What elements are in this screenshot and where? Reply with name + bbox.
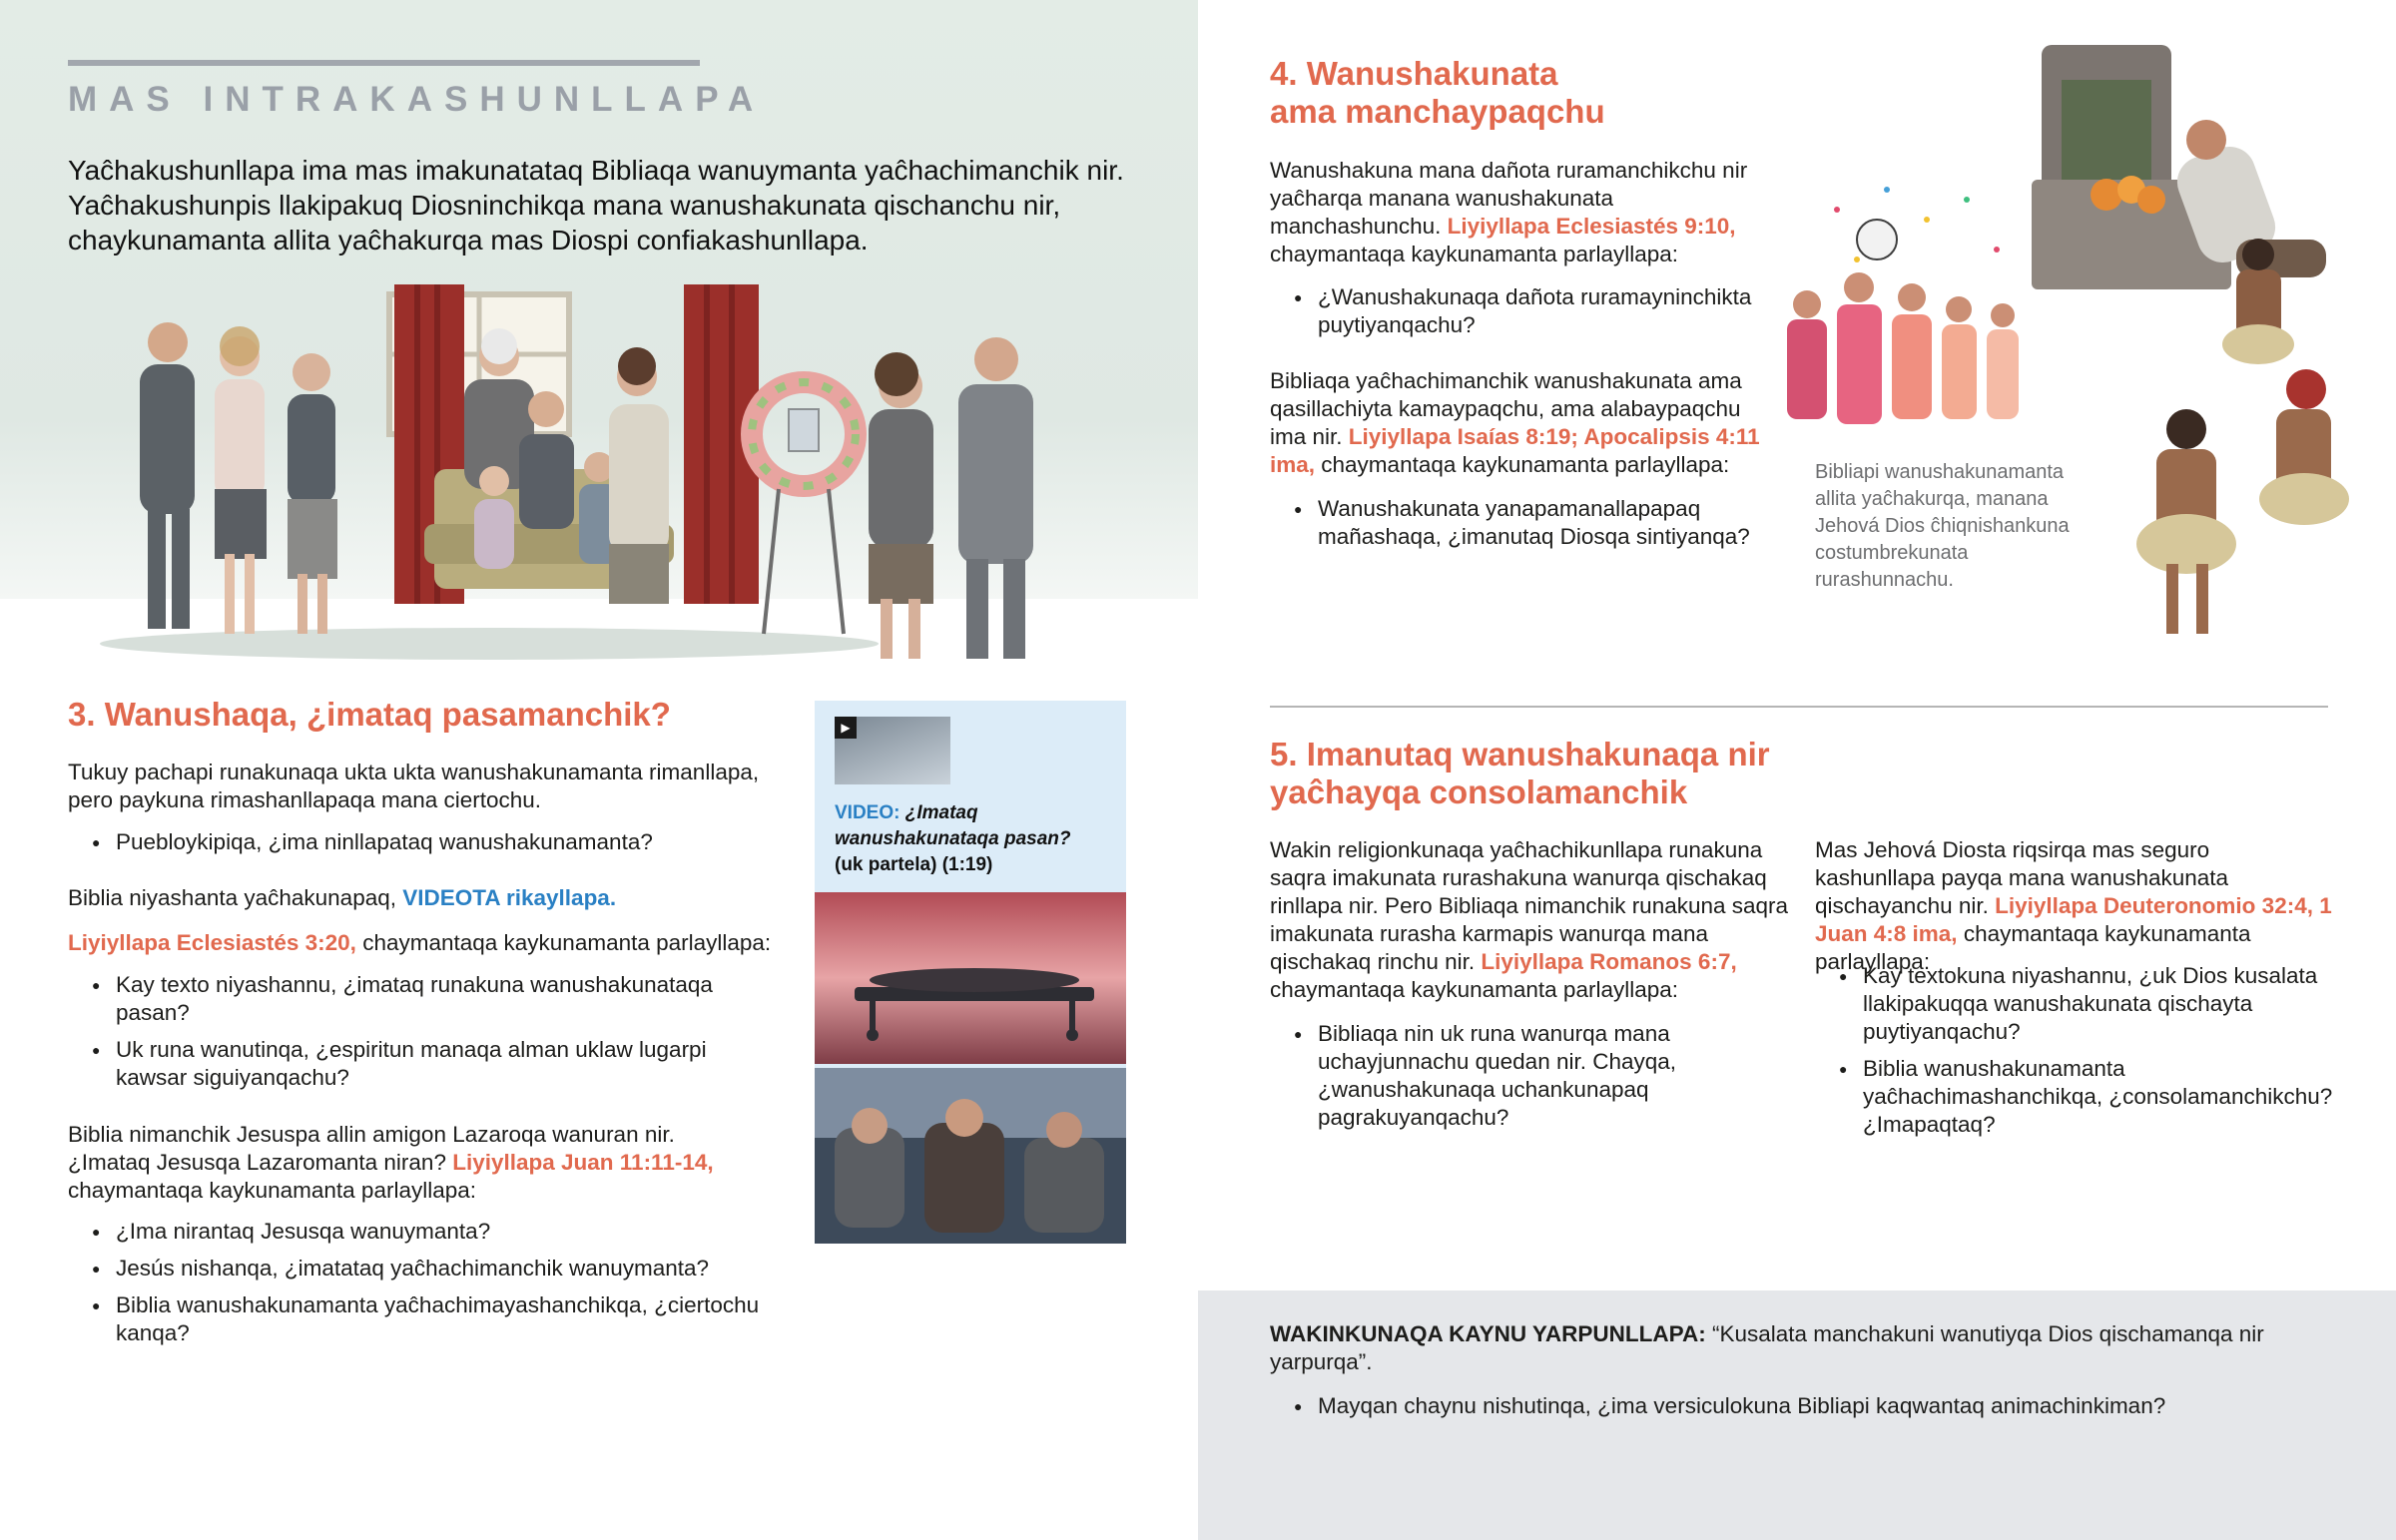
video-label: VIDEO: bbox=[835, 802, 900, 823]
list-item: ● Uk runa wanutinqa, ¿espiritun manaqa alman uklaw lugarpi kawsar siguiyanqachu? bbox=[68, 1036, 777, 1092]
list-item: ● Wanushakunata yanapamanallapapaq mañashaqa, ¿imanutaq Diosqa sintiyanqa? bbox=[1270, 495, 1779, 551]
section-5-paragraph-a-tail: chaymantaqa kaykunamanta parlayllapa: bbox=[1270, 977, 1678, 1002]
section-3-bullets-1 bbox=[68, 828, 787, 865]
list-item: ● ¿Ima nirantaq Jesusqa wanuymanta? bbox=[68, 1218, 777, 1246]
list-item: ● Mayqan chaynu nishutinqa, ¿ima versiculokuna Bibliapi kaqwantaq animachinkiman? bbox=[1270, 1392, 2348, 1420]
section-5-paragraph-b-text: Mas Jehová Diosta riqsirqa mas seguro kashunllapa payqa mana wanushakunata qischayanchu nir. bbox=[1815, 837, 2229, 918]
section-4-bullets-1 bbox=[1270, 283, 1769, 348]
list-item: ● ¿Wanushakunaqa dañota ruramayninchikta puytiyanqachu? bbox=[1270, 283, 1769, 339]
section-4-paragraph-1-text: Wanushakuna mana dañota ruramanchikchu nir yaĉharqa manana wanushakunata manchashunchu. bbox=[1270, 158, 1748, 239]
couple-illustration bbox=[859, 324, 1058, 664]
section-5-title-line-1: 5. Imanutaq wanushakunaqa nir bbox=[1270, 736, 1770, 772]
section-5-paragraph-b bbox=[1815, 836, 2334, 976]
section-3-paragraph-2-text: Biblia niyashanta yaĉhakunapaq, bbox=[68, 885, 403, 910]
intro-paragraph: Yaĉhakushunllapa ima mas imakunatataq Bibliaqa wanuymanta yaĉhachimanchik nir. Yaĉhakushunpis llakipakuq Diosninchikqa mana wanushakunata qischanchu nir, chaykunamanta allita yaĉhakurqa mas Diospi confiakashunllapa. bbox=[68, 155, 1124, 256]
section-3-paragraph-4-text: Biblia nimanchik Jesuspa allin amigon Lazaroqa wanuran nir. ¿Imataq Jesusqa Lazaromanta niran? bbox=[68, 1122, 675, 1175]
section-3-title: 3. Wanushaqa, ¿imataq pasamanchik? bbox=[68, 696, 671, 733]
section-3-paragraph-2 bbox=[68, 884, 787, 912]
scripture-reference[interactable]: Liyiyllapa Deuteronomio 32:4, 1 Juan 4:8 ima, bbox=[1815, 893, 2332, 946]
list-item: ● Jesús nishanqa, ¿imatataq yaĉhachimanchik wanuymanta? bbox=[68, 1255, 777, 1283]
list-item: ● Biblia wanushakunamanta yaĉhachimashanchikqa, ¿consolamanchikchu? ¿Imapaqtaq? bbox=[1815, 1055, 2334, 1139]
right-page bbox=[1198, 0, 2396, 1540]
section-5-title bbox=[1270, 736, 1869, 811]
list-item: ● Bibliaqa nin uk runa wanurqa mana uchayjunnachu quedan nir. Chayqa, ¿wanushakunaqa uchankunapaq pagrakuyanqachu? bbox=[1270, 1020, 1789, 1132]
scripture-reference[interactable]: Liyiyllapa Eclesiastés 9:10, bbox=[1447, 214, 1736, 239]
section-5-bullets-b bbox=[1815, 962, 2334, 1148]
section-5-paragraph-a-text: Wakin religionkunaqa yaĉhachikunllapa runakuna saqra imakunata rurashakuna wanurqa qischakaq rinllapa nir. Pero Bibliaqa nimanchik runakuna saqra imakunata rurasha karmapis wanurqa mana qischakaq rinchu nir. bbox=[1270, 837, 1789, 974]
section-4-paragraph-2 bbox=[1270, 367, 1769, 479]
play-icon[interactable]: ▶ bbox=[835, 717, 857, 739]
section-3-paragraph-3-text: chaymantaqa kaykunamanta parlayllapa: bbox=[355, 930, 772, 955]
section-5-paragraph-a bbox=[1270, 836, 1789, 1004]
waiting-room-image bbox=[815, 1068, 1126, 1244]
scripture-reference[interactable]: Liyiyllapa Romanos 6:7, bbox=[1481, 949, 1737, 974]
section-3-bullets-2 bbox=[68, 971, 777, 1101]
list-item: ● Kay textokuna niyashannu, ¿uk Dios kusalata llakipakuqqa wanushakunata qischayta puytiyanqachu? bbox=[1815, 962, 2334, 1046]
section-4-paragraph-2-text: Bibliaqa yaĉhachimanchik wanushakunata ama qasillachiyta kamaypaqchu, ama alabaypaqchu ima nir. bbox=[1270, 368, 1742, 449]
objection-box bbox=[1198, 1290, 2396, 1540]
section-5-title-line-2: yaĉhayqa consolamanchik bbox=[1270, 773, 1688, 810]
section-5-bullets-a bbox=[1270, 1020, 1789, 1141]
list-item: ● Puebloykipiqa, ¿ima ninllapataq wanushakunamanta? bbox=[68, 828, 787, 856]
video-title[interactable]: ¿Imataq wanushakunataqa pasan? bbox=[835, 802, 1071, 849]
scripture-reference[interactable]: Liyiyllapa Eclesiastés 3:20, bbox=[68, 930, 356, 955]
video-link[interactable]: VIDEOTA rikayllapa. bbox=[402, 885, 617, 910]
section-divider bbox=[1270, 706, 2328, 708]
section-4-title-line-2: ama manchaypaqchu bbox=[1270, 93, 1605, 130]
scripture-reference[interactable]: Liyiyllapa Isaías 8:19; Apocalipsis 4:11 ima, bbox=[1270, 424, 1760, 477]
section-3-paragraph-1: Tukuy pachapi runakunaqa ukta ukta wanushakunamanta rimanllapa, pero paykuna rimashanllapaqa mana ciertochu. bbox=[68, 760, 760, 812]
scripture-reference[interactable]: Liyiyllapa Juan 11:11-14, bbox=[452, 1150, 714, 1175]
section-4-paragraph-2-tail: chaymantaqa kaykunamanta parlayllapa: bbox=[1315, 452, 1730, 477]
section-3-paragraph-3 bbox=[68, 929, 787, 957]
section-3-bullets-3 bbox=[68, 1218, 777, 1356]
page-kicker: MAS INTRAKASHUNLLAPA bbox=[68, 80, 766, 119]
section-5-paragraph-b-tail: chaymantaqa kaykunamanta parlayllapa: bbox=[1815, 921, 2251, 974]
illustration-caption: Bibliapi wanushakunamanta allita yaĉhakurqa, manana Jehová Dios ĉhiqnishankuna costumbrekunata rurashunnachu. bbox=[1815, 461, 2070, 591]
heading-rule bbox=[68, 60, 700, 66]
objection-label: WAKINKUNAQA KAYNU YARPUNLLAPA: bbox=[1270, 1321, 1706, 1346]
section-4-bullets-2 bbox=[1270, 495, 1779, 560]
list-item: ● Kay texto niyashannu, ¿imataq runakuna wanushakunataqa pasan? bbox=[68, 971, 777, 1027]
section-4-paragraph-1-tail: chaymantaqa kaykunamanta parlayllapa: bbox=[1270, 242, 1678, 266]
objection-quote: “Kusalata manchakuni wanutiyqa Dios qischamanqa nir yarpurqa”. bbox=[1270, 1321, 2264, 1374]
section-4-paragraph-1 bbox=[1270, 157, 1769, 268]
video-card[interactable] bbox=[815, 701, 1126, 1244]
video-caption bbox=[835, 800, 1114, 878]
list-item: ● Biblia wanushakunamanta yaĉhachimayashanchikqa, ¿ciertochu kanqa? bbox=[68, 1291, 777, 1347]
objection-statement bbox=[1270, 1320, 2268, 1376]
section-4-title-line-1: 4. Wanushakunata bbox=[1270, 55, 1558, 92]
video-meta: (uk partela) (1:19) bbox=[835, 854, 993, 875]
section-3-paragraph-4 bbox=[68, 1121, 727, 1205]
hospital-bed-image bbox=[815, 892, 1126, 1064]
section-3-paragraph-4-tail: chaymantaqa kaykunamanta parlayllapa: bbox=[68, 1178, 476, 1203]
objection-bullets bbox=[1270, 1392, 2348, 1429]
section-4-title bbox=[1270, 55, 1829, 131]
family-mourning-illustration bbox=[90, 284, 889, 664]
